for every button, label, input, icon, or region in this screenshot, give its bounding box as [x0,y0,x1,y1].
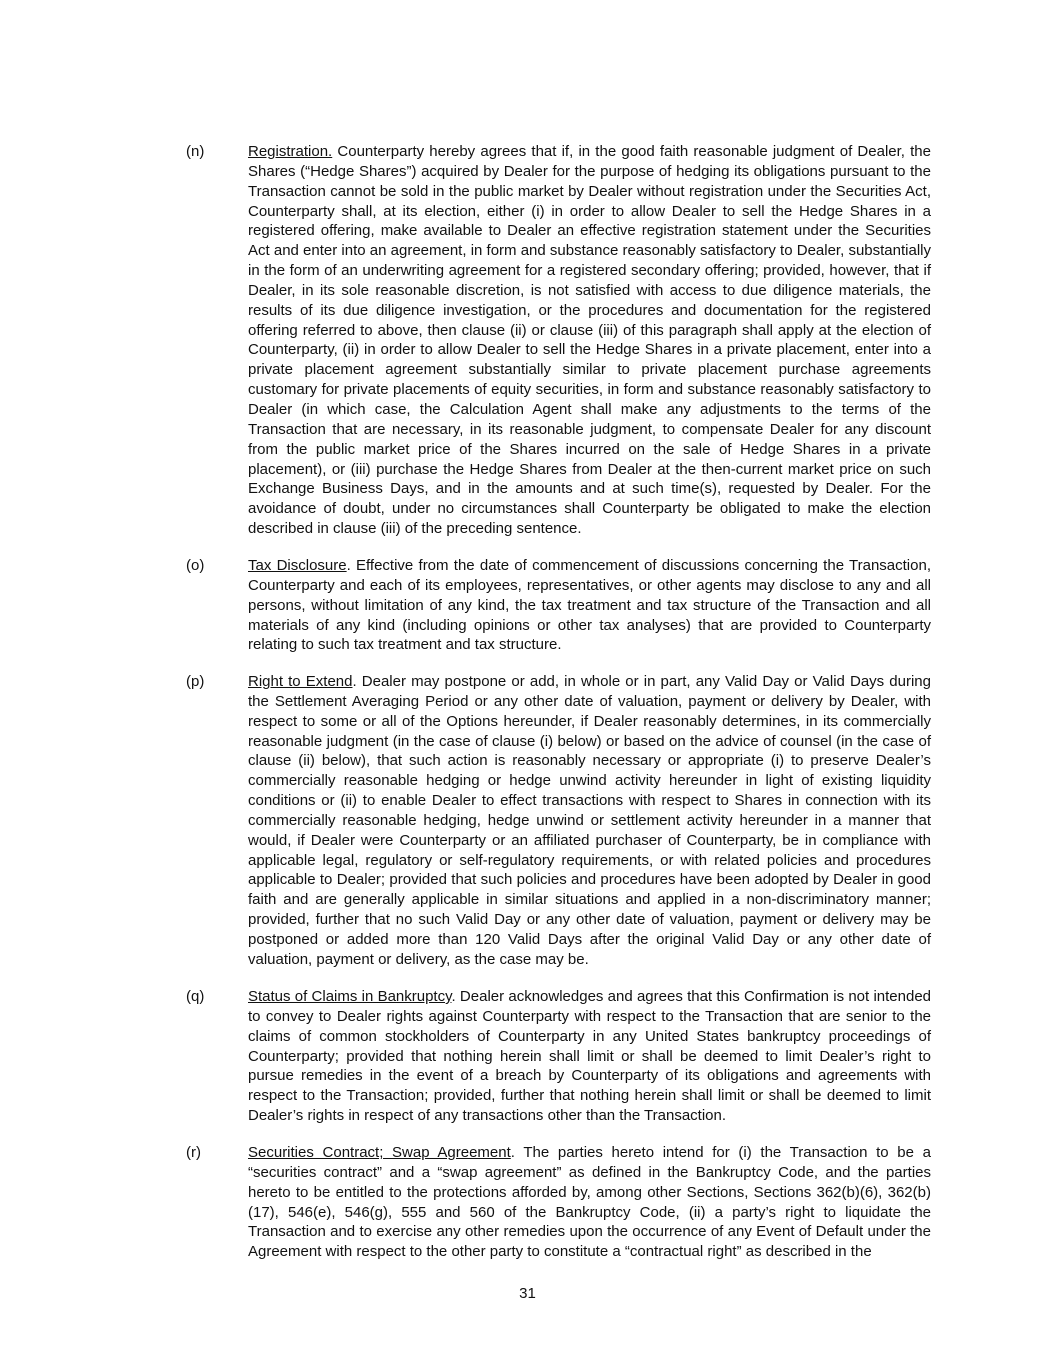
clause-body [248,987,931,1126]
clause-marker: (q) [186,988,205,1005]
clause-text: Counterparty hereby agrees that if, in the good faith reasonable judgment of Dealer, the Shares (“Hedge Shares”) acquired by Dealer for the purpose of hedging its obligations pursuant to the Transaction cannot be sold in the public market by Dealer without registration under the Securities Act, Counterparty shall, at its election, either (i) in order to allow Dealer to sell the Hedge Shares in a registered offering, make available to Dealer an effective registration statement under the Securities Act and enter into an agreement, in form and substance reasonably satisfactory to Dealer, substantially in the form of an underwriting agreement for a registered secondary offering; provided, however, that if Dealer, in its sole reasonable discretion, is not satisfied with access to due diligence materials, the results of its due diligence investigation, or the procedures and documentation for the registered offering referred to above, then clause (ii) or clause (iii) of this paragraph shall apply at the election of Counterparty, (ii) in order to allow Dealer to sell the Hedge Shares in a private placement, enter into a private placement agreement substantially similar to private placement purchase agreements customary for private placements of equity securities, in form and substance reasonably satisfactory to Dealer (in which case, the Calculation Agent shall make any adjustments to the terms of the Transaction that are necessary, in its reasonable judgment, to compensate Dealer for any discount from the public market price of the Shares incurred on the sale of Hedge Shares in a private placement), or (iii) purchase the Hedge Shares from Dealer at the then-current market price on such Exchange Business Days, and in the amounts and at such time(s), requested by Dealer. For the avoidance of doubt, under no circumstances shall Counterparty be obligated to make the election described in clause (iii) of the preceding sentence. [248,143,931,538]
clause-heading: Status of Claims in Bankruptcy [248,988,452,1005]
page-number: 31 [519,1285,536,1302]
clause-body [248,1143,931,1262]
clause-text: . The parties hereto intend for (i) the Transaction to be a “securities contract” and a “swap agreement” as defined in the Bankruptcy Code, and the parties hereto to be entitled to the protections afforded by, among other Sections, Sections 362(b)(6), 362(b)(17), 546(e), 546(g), 555 and 560 of the Bankruptcy Code, (ii) a party’s right to liquidate the Transaction and to exercise any other remedies upon the occurrence of any Event of Default under the Agreement with respect to the other party to constitute a “contractual right” as described in the [248,1144,931,1261]
clause-heading: Securities Contract; Swap Agreement [248,1144,511,1161]
clause-marker: (o) [186,557,205,574]
clause-body [248,556,931,655]
clause-text: . Dealer may postpone or add, in whole or in part, any Valid Day or Valid Days during the Settlement Averaging Period or any other date of valuation, payment or delivery by Dealer, with respect to some or all of the Options hereunder, if Dealer reasonably determines, in its commercially reasonable judgment (in the case of clause (i) below) or based on the advice of counsel (in the case of clause (ii) below), that such action is reasonably necessary or appropriate (i) to preserve Dealer’s commercially reasonable hedging or hedge unwind activity hereunder in light of existing liquidity conditions or (ii) to enable Dealer to effect transactions with respect to Shares in connection with its commercially reasonable hedging, hedge unwind or settlement activity hereunder in a manner that would, if Dealer were Counterparty or an affiliated purchaser of Counterparty, be in compliance with applicable legal, regulatory or self-regulatory requirements, or with related policies and procedures applicable to Dealer; provided that such policies and procedures have been adopted by Dealer in good faith and are generally applicable in similar situations and applied in a non-discriminatory manner; provided, further that no such Valid Day or any other date of valuation, payment or delivery may be postponed or added more than 120 Valid Days after the original Valid Day or any other date of valuation, payment or delivery, as the case may be. [248,673,931,968]
clause-body [248,142,931,539]
clause-heading: Right to Extend [248,673,353,690]
clause-heading: Registration. [248,143,333,160]
clause-body [248,672,931,970]
clause-text: . Effective from the date of commencement of discussions concerning the Transaction, Counterparty and each of its employees, representatives, or other agents may disclose to any and all persons, without limitation of any kind, the tax treatment and tax structure of the Transaction and all materials of any kind (including opinions or other tax analyses) that are provided to Counterparty relating to such tax treatment and tax structure. [248,557,931,654]
clause-marker: (n) [186,143,205,160]
clause-text: . Dealer acknowledges and agrees that this Confirmation is not intended to convey to Dealer rights against Counterparty with respect to the Transaction that are senior to the claims of common stockholders of Counterparty in any United States bankruptcy proceedings of Counterparty; provided that nothing herein shall limit or shall be deemed to limit Dealer’s right to pursue remedies in the event of a breach by Counterparty of its obligations and agreements with respect to the Transaction; provided, further that nothing herein shall limit or shall be deemed to limit Dealer’s rights in respect of any transactions other than the Transaction. [248,988,931,1125]
clause-marker: (p) [186,673,205,690]
clause-marker: (r) [186,1144,201,1161]
clause-heading: Tax Disclosure [248,557,347,574]
